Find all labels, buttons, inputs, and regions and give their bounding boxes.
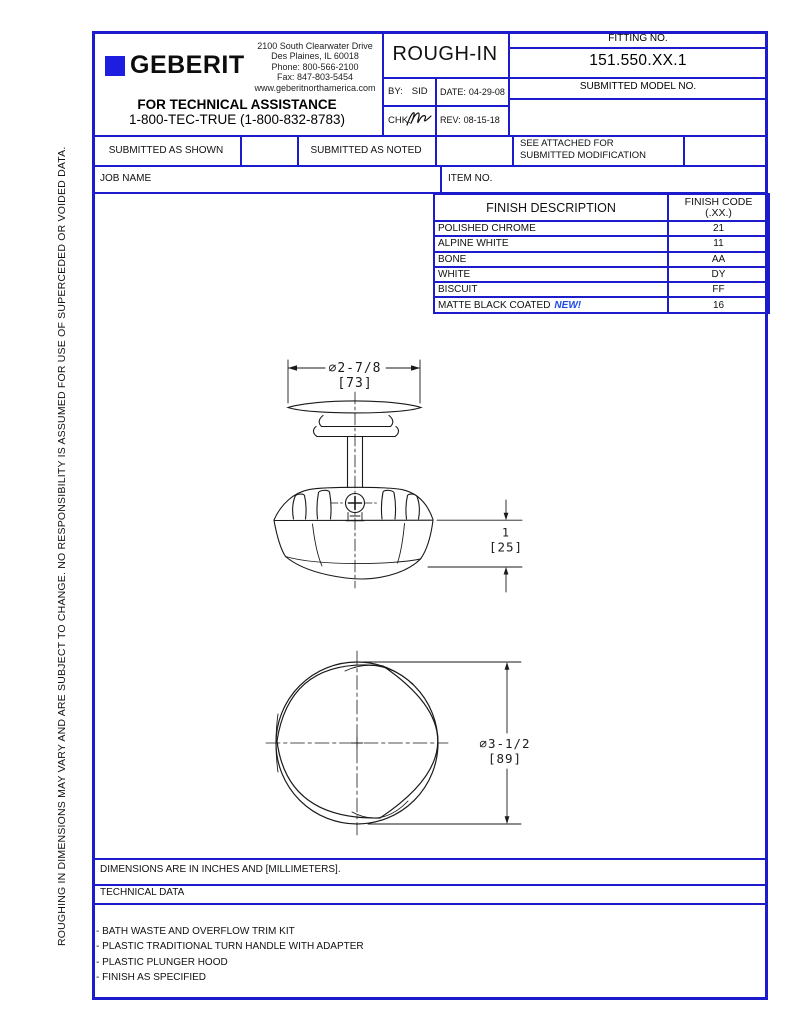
rev-value: 08-15-18 xyxy=(463,115,500,125)
divider-line xyxy=(92,858,768,860)
divider-line xyxy=(92,165,768,167)
rev-label: REV: xyxy=(440,115,461,125)
doc-type-title: ROUGH-IN xyxy=(392,43,498,65)
submitted-as-noted-label: SUBMITTED AS NOTED xyxy=(310,144,422,156)
item-no-label: ITEM NO. xyxy=(448,173,493,184)
address-line: Fax: 847-803-5454 xyxy=(276,72,354,83)
divider-line xyxy=(683,135,685,165)
finish-row: POLISHED CHROME 21 xyxy=(434,221,769,236)
divider-line xyxy=(435,135,437,165)
handle-diameter-mm: [89] xyxy=(487,751,523,766)
technical-data-item: - FINISH AS SPECIFIED xyxy=(96,972,207,984)
address-line: Des Plaines, IL 60018 xyxy=(271,51,359,62)
submitted-as-shown-label: SUBMITTED AS SHOWN xyxy=(108,144,224,156)
by-value: SID xyxy=(411,86,428,97)
technical-data-item: - PLASTIC PLUNGER HOOD xyxy=(96,956,228,968)
divider-line xyxy=(508,47,768,49)
address-line: Phone: 800-566-2100 xyxy=(271,61,359,72)
divider-line xyxy=(508,98,768,100)
by-label: BY: xyxy=(388,86,403,97)
finish-row: ALPINE WHITE 11 xyxy=(434,236,769,251)
finish-description-header: FINISH DESCRIPTION xyxy=(434,194,668,221)
technical-drawing xyxy=(92,192,768,858)
finish-row: BISCUIT FF xyxy=(434,282,769,297)
date-cell xyxy=(440,78,508,105)
handle-height-inches: 1 xyxy=(502,525,510,540)
side-disclaimer-text: ROUGHING IN DIMENSIONS MAY VARY AND ARE SUBJECT TO CHANGE. NO RESPONSIBILITY IS ASSUMED FOR USE OF SUPERCEDED OR VOIDED DATA. xyxy=(56,146,68,946)
technical-data-list xyxy=(96,924,364,986)
company-address-block xyxy=(248,41,382,93)
dimensions-note: DIMENSIONS ARE IN INCHES AND [MILLIMETERS]. xyxy=(100,864,341,875)
technical-assistance-phone: 1-800-TEC-TRUE (1-800-832-8783) xyxy=(128,112,346,127)
date-label: DATE: xyxy=(440,86,466,97)
plunger-hood-side-view xyxy=(274,360,522,592)
chk-label: CHK: xyxy=(388,114,411,126)
submitted-model-no-label: SUBMITTED MODEL NO. xyxy=(579,81,697,92)
rev-cell xyxy=(440,107,508,133)
technical-data-label: TECHNICAL DATA xyxy=(100,887,185,898)
divider-line xyxy=(435,77,437,135)
handle-height-mm: [25] xyxy=(488,539,524,555)
finish-row: BONE AA xyxy=(434,252,769,267)
divider-line xyxy=(512,135,514,165)
date-value: 04-29-08 xyxy=(468,86,505,97)
chk-signature xyxy=(404,107,434,131)
dimension-arrowheads xyxy=(288,365,509,824)
finish-code-header: FINISH CODE (.XX.) xyxy=(668,194,769,221)
technical-data-item: - PLASTIC TRADITIONAL TURN HANDLE WITH ADAPTER xyxy=(96,941,364,953)
by-cell xyxy=(388,78,434,105)
handle-diameter-inches: ∅3-1/2 xyxy=(479,736,531,751)
divider-line xyxy=(240,135,242,165)
new-badge: NEW! xyxy=(554,299,582,311)
hood-diameter-inches: ∅2-7/8 xyxy=(328,361,382,376)
divider-line xyxy=(92,884,768,886)
address-line: 2100 South Clearwater Drive xyxy=(257,41,373,51)
technical-assistance-title: FOR TECHNICAL ASSISTANCE xyxy=(137,97,337,112)
technical-data-item: - BATH WASTE AND OVERFLOW TRIM KIT xyxy=(96,926,295,937)
geberit-logo-mark xyxy=(105,56,125,76)
divider-line xyxy=(440,165,442,192)
finish-row: MATTE BLACK COATED NEW! 16 xyxy=(434,297,769,312)
divider-line xyxy=(92,903,768,905)
finish-row: WHITE DY xyxy=(434,267,769,282)
fitting-no-label: FITTING NO. xyxy=(608,33,668,44)
job-name-label: JOB NAME xyxy=(100,173,152,184)
fitting-no-value: 151.550.XX.1 xyxy=(589,52,687,69)
address-line: www.geberitnorthamerica.com xyxy=(254,82,376,93)
see-attached-label: SEE ATTACHED FOR SUBMITTED MODIFICATION xyxy=(520,138,646,161)
hood-diameter-mm: [73] xyxy=(337,376,373,391)
geberit-logo-text: GEBERIT xyxy=(130,51,245,79)
